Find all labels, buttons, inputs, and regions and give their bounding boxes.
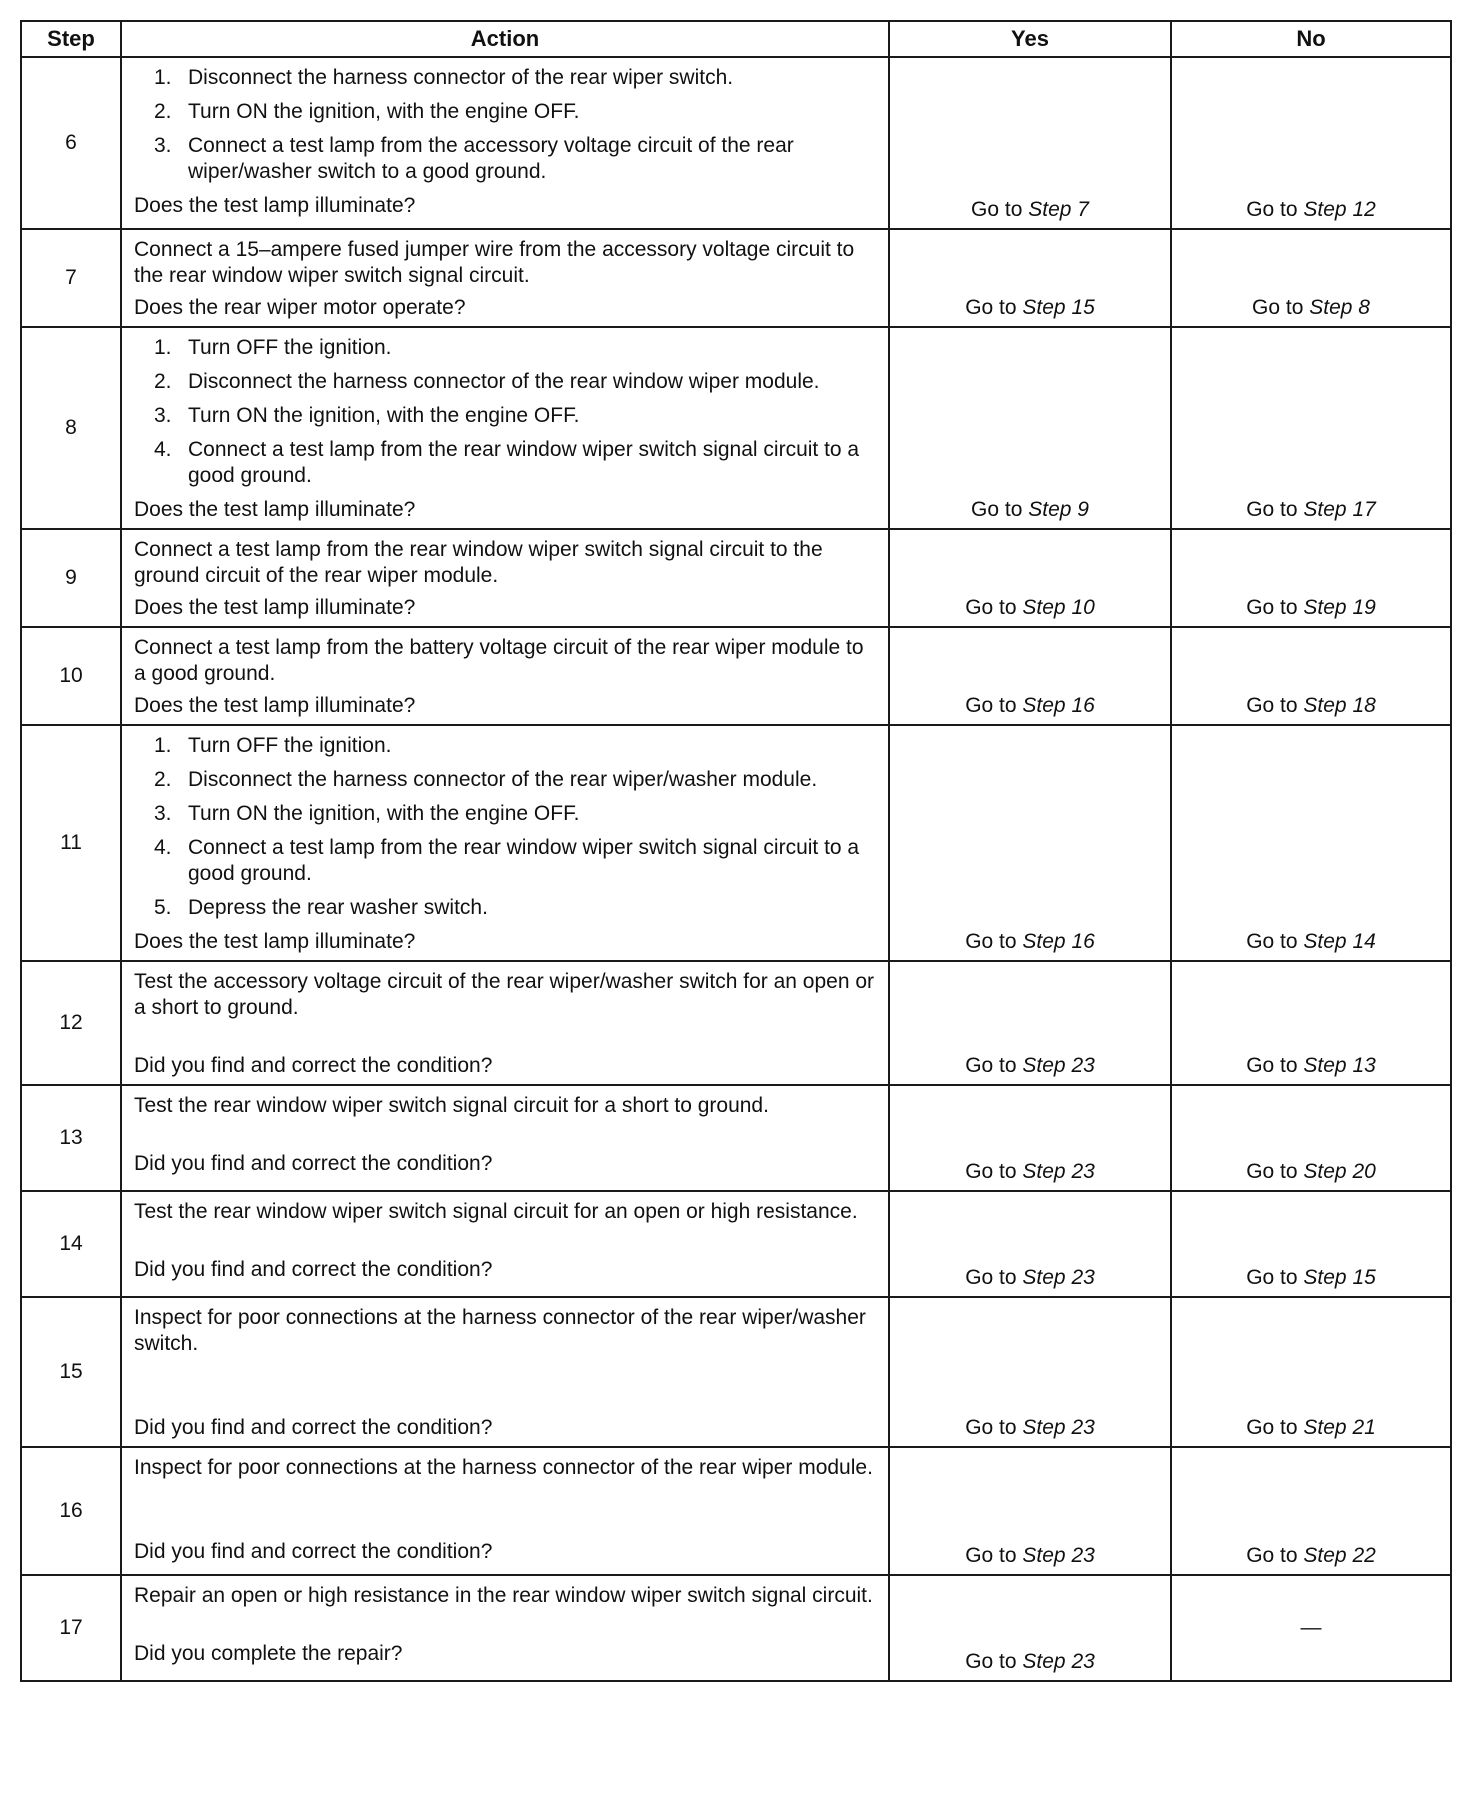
spacer xyxy=(134,1225,878,1251)
step-reference-link[interactable]: Step 10 xyxy=(1022,596,1095,619)
action-list-item xyxy=(154,403,878,429)
no-result xyxy=(1171,327,1451,529)
go-to-label: Go to xyxy=(1246,1544,1298,1567)
action-text: Connect a 15–ampere fused jumper wire from the accessory voltage circuit to the rear window wiper switch signal circuit. xyxy=(134,238,855,287)
yes-result xyxy=(889,1447,1171,1575)
action-cell xyxy=(121,1575,889,1681)
action-list-item xyxy=(154,437,878,489)
yes-result xyxy=(889,229,1171,327)
action-question: Did you find and correct the condition? xyxy=(134,1054,493,1077)
go-to-label: Go to xyxy=(1246,1266,1298,1289)
step-reference-link[interactable]: Step 15 xyxy=(1303,1266,1376,1289)
go-to-label: Go to xyxy=(965,1054,1017,1077)
header-yes: Yes xyxy=(889,21,1171,57)
action-cell xyxy=(121,57,889,229)
list-item-text: Disconnect the harness connector of the rear window wiper module. xyxy=(188,370,820,393)
action-cell xyxy=(121,627,889,725)
action-question: Did you find and correct the condition? xyxy=(134,1258,493,1281)
action-question: Does the test lamp illuminate? xyxy=(134,694,416,717)
step-reference-link[interactable]: Step 16 xyxy=(1022,694,1095,717)
go-to-label: Go to xyxy=(965,694,1017,717)
action-question: Did you find and correct the condition? xyxy=(134,1152,493,1175)
list-item-number: 1. xyxy=(154,336,172,359)
table-row xyxy=(21,229,1451,327)
step-number: 6 xyxy=(21,57,121,229)
spacer xyxy=(134,1507,878,1533)
header-row xyxy=(21,21,1451,57)
step-reference-link[interactable]: Step 17 xyxy=(1303,498,1376,521)
go-to-label: Go to xyxy=(1246,198,1298,221)
action-cell xyxy=(121,1447,889,1575)
table-row xyxy=(21,327,1451,529)
no-result xyxy=(1171,1191,1451,1297)
no-result xyxy=(1171,627,1451,725)
go-to-label: Go to xyxy=(1246,694,1298,717)
list-item-text: Turn ON the ignition, with the engine OFF. xyxy=(188,100,580,123)
yes-result xyxy=(889,725,1171,961)
go-to-label: Go to xyxy=(971,498,1023,521)
action-text: Inspect for poor connections at the harness connector of the rear wiper module. xyxy=(134,1456,873,1479)
list-item-text: Turn ON the ignition, with the engine OFF. xyxy=(188,802,580,825)
step-number: 14 xyxy=(21,1191,121,1297)
action-cell xyxy=(121,229,889,327)
step-reference-link[interactable]: Step 8 xyxy=(1309,296,1370,319)
spacer xyxy=(134,1609,878,1635)
yes-result xyxy=(889,1297,1171,1447)
go-to-label: Go to xyxy=(1252,296,1304,319)
go-to-label: Go to xyxy=(965,1650,1017,1673)
table-row xyxy=(21,1447,1451,1575)
go-to-label: Go to xyxy=(965,1266,1017,1289)
step-reference-link[interactable]: Step 23 xyxy=(1022,1266,1095,1289)
action-cell xyxy=(121,1085,889,1191)
list-item-text: Disconnect the harness connector of the rear wiper switch. xyxy=(188,66,734,89)
list-item-number: 1. xyxy=(154,66,172,89)
table-row xyxy=(21,1575,1451,1681)
yes-result xyxy=(889,529,1171,627)
step-reference-link[interactable]: Step 14 xyxy=(1303,930,1376,953)
yes-result xyxy=(889,1575,1171,1681)
step-number: 9 xyxy=(21,529,121,627)
list-item-number: 4. xyxy=(154,836,172,859)
action-question: Does the test lamp illuminate? xyxy=(134,498,416,521)
list-item-number: 2. xyxy=(154,100,172,123)
action-text: Test the rear window wiper switch signal circuit for an open or high resistance. xyxy=(134,1200,858,1223)
step-number: 13 xyxy=(21,1085,121,1191)
step-number: 10 xyxy=(21,627,121,725)
action-list-item xyxy=(154,895,878,921)
no-result xyxy=(1171,1297,1451,1447)
step-reference-link[interactable]: Step 22 xyxy=(1303,1544,1376,1567)
step-number: 12 xyxy=(21,961,121,1085)
action-question: Did you complete the repair? xyxy=(134,1642,403,1665)
list-item-text: Disconnect the harness connector of the rear wiper/washer module. xyxy=(188,768,818,791)
action-list-item xyxy=(154,65,878,91)
step-reference-link[interactable]: Step 20 xyxy=(1303,1160,1376,1183)
list-item-number: 2. xyxy=(154,768,172,791)
action-list xyxy=(134,65,878,185)
action-list-item xyxy=(154,767,878,793)
action-text: Connect a test lamp from the battery voltage circuit of the rear wiper module to a good ground. xyxy=(134,636,864,685)
spacer xyxy=(134,1383,878,1409)
go-to-label: Go to xyxy=(965,1544,1017,1567)
go-to-label: Go to xyxy=(1246,1160,1298,1183)
step-reference-link[interactable]: Step 23 xyxy=(1022,1054,1095,1077)
no-result xyxy=(1171,725,1451,961)
list-item-number: 4. xyxy=(154,438,172,461)
action-list-item xyxy=(154,835,878,887)
go-to-label: Go to xyxy=(1246,1054,1298,1077)
list-item-number: 5. xyxy=(154,896,172,919)
spacer xyxy=(134,1021,878,1047)
table-row xyxy=(21,57,1451,229)
step-reference-link[interactable]: Step 23 xyxy=(1022,1650,1095,1673)
no-result xyxy=(1171,1575,1451,1681)
list-item-number: 2. xyxy=(154,370,172,393)
list-item-number: 3. xyxy=(154,134,172,157)
list-item-text: Connect a test lamp from the accessory voltage circuit of the rear wiper/washer switch to a good ground. xyxy=(188,134,794,183)
diagnostic-table xyxy=(20,20,1452,1682)
action-question: Does the test lamp illuminate? xyxy=(134,930,416,953)
go-to-label: Go to xyxy=(1246,596,1298,619)
step-reference-link[interactable]: Step 16 xyxy=(1022,930,1095,953)
action-list xyxy=(134,335,878,489)
action-cell xyxy=(121,327,889,529)
step-reference-link[interactable]: Step 15 xyxy=(1022,296,1095,319)
go-to-label: Go to xyxy=(965,596,1017,619)
action-question: Does the rear wiper motor operate? xyxy=(134,296,466,319)
step-reference-link[interactable]: Step 12 xyxy=(1303,198,1376,221)
action-text: Test the accessory voltage circuit of the rear wiper/washer switch for an open or a short to ground. xyxy=(134,970,875,1019)
yes-result xyxy=(889,1085,1171,1191)
step-reference-link[interactable]: Step 19 xyxy=(1303,596,1376,619)
step-number: 11 xyxy=(21,725,121,961)
yes-result xyxy=(889,627,1171,725)
go-to-label: Go to xyxy=(965,1160,1017,1183)
header-step: Step xyxy=(21,21,121,57)
step-reference-link[interactable]: Step 7 xyxy=(1028,198,1089,221)
action-question: Does the test lamp illuminate? xyxy=(134,194,416,217)
yes-result xyxy=(889,1191,1171,1297)
list-item-text: Turn OFF the ignition. xyxy=(188,734,392,757)
go-to-label: Go to xyxy=(971,198,1023,221)
list-item-text: Connect a test lamp from the rear window wiper switch signal circuit to a good ground. xyxy=(188,438,860,487)
action-list-item xyxy=(154,369,878,395)
step-number: 16 xyxy=(21,1447,121,1575)
action-list-item xyxy=(154,335,878,361)
action-question: Did you find and correct the condition? xyxy=(134,1540,493,1563)
step-reference-link[interactable]: Step 23 xyxy=(1022,1160,1095,1183)
table-row xyxy=(21,1085,1451,1191)
step-number: 8 xyxy=(21,327,121,529)
action-list-item xyxy=(154,733,878,759)
table-row xyxy=(21,529,1451,627)
yes-result xyxy=(889,57,1171,229)
header-no: No xyxy=(1171,21,1451,57)
list-item-text: Turn ON the ignition, with the engine OFF. xyxy=(188,404,580,427)
action-list-item xyxy=(154,99,878,125)
no-result xyxy=(1171,1085,1451,1191)
list-item-text: Depress the rear washer switch. xyxy=(188,896,488,919)
not-applicable-dash: — xyxy=(1300,1616,1322,1639)
table-row xyxy=(21,725,1451,961)
action-text: Connect a test lamp from the rear window wiper switch signal circuit to the ground circuit of the rear wiper module. xyxy=(134,538,823,587)
yes-result xyxy=(889,961,1171,1085)
step-number: 15 xyxy=(21,1297,121,1447)
action-list xyxy=(134,733,878,921)
table-row xyxy=(21,961,1451,1085)
table-row xyxy=(21,627,1451,725)
go-to-label: Go to xyxy=(965,296,1017,319)
action-cell xyxy=(121,1191,889,1297)
diagnostic-document xyxy=(20,20,1450,1682)
spacer xyxy=(134,1119,878,1145)
action-cell xyxy=(121,1297,889,1447)
no-result xyxy=(1171,57,1451,229)
header-action: Action xyxy=(121,21,889,57)
go-to-label: Go to xyxy=(1246,498,1298,521)
no-result xyxy=(1171,961,1451,1085)
action-text: Inspect for poor connections at the harness connector of the rear wiper/washer switch. xyxy=(134,1306,866,1355)
step-reference-link[interactable]: Step 18 xyxy=(1303,694,1376,717)
action-question: Did you find and correct the condition? xyxy=(134,1416,493,1439)
action-cell xyxy=(121,961,889,1085)
table-row xyxy=(21,1191,1451,1297)
action-text: Repair an open or high resistance in the rear window wiper switch signal circuit. xyxy=(134,1584,873,1607)
step-number: 17 xyxy=(21,1575,121,1681)
step-reference-link[interactable]: Step 21 xyxy=(1303,1416,1376,1439)
list-item-text: Connect a test lamp from the rear window wiper switch signal circuit to a good ground. xyxy=(188,836,860,885)
no-result xyxy=(1171,229,1451,327)
step-reference-link[interactable]: Step 9 xyxy=(1028,498,1089,521)
go-to-label: Go to xyxy=(1246,1416,1298,1439)
go-to-label: Go to xyxy=(965,1416,1017,1439)
go-to-label: Go to xyxy=(1246,930,1298,953)
list-item-number: 3. xyxy=(154,404,172,427)
step-number: 7 xyxy=(21,229,121,327)
action-list-item xyxy=(154,801,878,827)
table-row xyxy=(21,1297,1451,1447)
step-reference-link[interactable]: Step 13 xyxy=(1303,1054,1376,1077)
action-list-item xyxy=(154,133,878,185)
action-text: Test the rear window wiper switch signal circuit for a short to ground. xyxy=(134,1094,769,1117)
step-reference-link[interactable]: Step 23 xyxy=(1022,1544,1095,1567)
yes-result xyxy=(889,327,1171,529)
go-to-label: Go to xyxy=(965,930,1017,953)
list-item-number: 3. xyxy=(154,802,172,825)
list-item-number: 1. xyxy=(154,734,172,757)
spacer xyxy=(134,1357,878,1383)
no-result xyxy=(1171,1447,1451,1575)
action-question: Does the test lamp illuminate? xyxy=(134,596,416,619)
step-reference-link[interactable]: Step 23 xyxy=(1022,1416,1095,1439)
no-result xyxy=(1171,529,1451,627)
action-cell xyxy=(121,725,889,961)
list-item-text: Turn OFF the ignition. xyxy=(188,336,392,359)
action-cell xyxy=(121,529,889,627)
spacer xyxy=(134,1481,878,1507)
